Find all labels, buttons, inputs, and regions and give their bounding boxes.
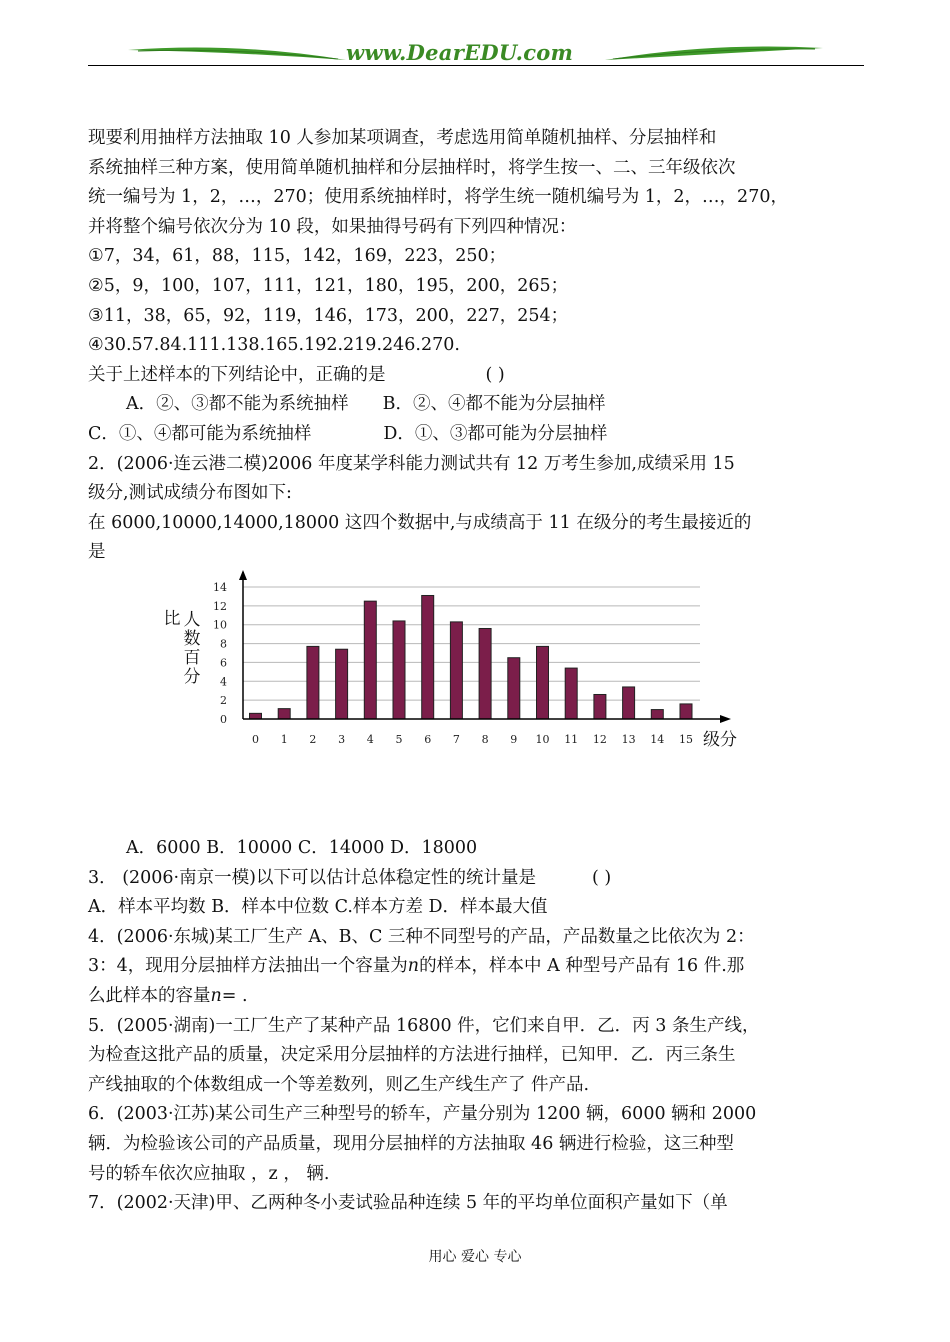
- x-tick-label: 4: [366, 733, 374, 746]
- q4-text: 么此样本的容量: [88, 985, 211, 1006]
- q6-line: 号的轿车依次应抽取 ，z ， 辆.: [88, 1163, 330, 1184]
- x-tick-label: 8: [481, 733, 489, 746]
- bar: [307, 646, 319, 719]
- q1-stem: 关于上述样本的下列结论中，正确的是: [88, 364, 386, 385]
- q3-answer-paren: ( ): [591, 867, 612, 888]
- leaf-right-icon: [603, 42, 823, 64]
- x-tick-label: 2: [309, 733, 317, 746]
- question-1-block: [88, 124, 868, 568]
- q3-stem: 3． (2006·南京一模)以下可以估计总体稳定性的统计量是: [88, 867, 536, 888]
- y-tick-label: 10: [213, 618, 227, 632]
- text-line: 并将整个编号依次分为 10 段，如果抽得号码有下列四种情况：: [88, 216, 577, 237]
- case-line: ①7，34，61，88，115，142，169，223，250；: [88, 246, 507, 267]
- y-tick-label: 14: [213, 581, 227, 594]
- bar: [450, 622, 462, 719]
- leaf-left-icon: [128, 42, 348, 64]
- n-variable: n: [407, 956, 420, 977]
- x-tick-label: 13: [621, 733, 636, 746]
- q2-line: 2．(2006·连云港二模)2006 年度某学科能力测试共有 12 万考生参加,成绩采用 15: [88, 453, 735, 474]
- q6-line: 6．(2003·江苏)某公司生产三种型号的轿车，产量分别为 1200 辆，6000 辆和 2000: [88, 1104, 757, 1125]
- bar: [565, 668, 577, 719]
- q4-text: 的样本，样本中 A 种型号产品有 16 件.那: [419, 956, 745, 977]
- x-tick-label: 14: [650, 733, 665, 746]
- case-line: ②5，9，100，107，111，121，180，195，200，265；: [88, 275, 569, 296]
- q2-line: 是: [88, 542, 106, 563]
- bar: [278, 709, 290, 719]
- y-tick-label: 2: [220, 694, 227, 708]
- y-tick-label: 0: [220, 713, 227, 726]
- x-tick-label: 0: [252, 733, 259, 746]
- y-axis-label-char: 人: [183, 610, 201, 630]
- x-axis-arrow-icon: [720, 715, 731, 723]
- y-axis-label-char: 比: [163, 609, 181, 629]
- q5-line: 5．(2005·湖南)一工厂生产了某种产品 16800 件，它们来自甲．乙．丙 3 条生产线，: [88, 1015, 760, 1036]
- bar: [623, 687, 635, 719]
- bar: [393, 621, 405, 719]
- q6-line: 辆．为检验该公司的产品质量，现用分层抽样的方法抽取 46 辆进行检验，这三种型: [88, 1133, 734, 1154]
- case-line: ③11，38，65，92，119，146，173，200，227，254；: [88, 305, 569, 326]
- x-tick-label: 1: [280, 733, 288, 746]
- text-line: 现要利用抽样方法抽取 10 人参加某项调查，考虑选用简单随机抽样、分层抽样和: [88, 128, 717, 148]
- q1-answer-paren: ( ): [485, 364, 505, 385]
- x-tick-label: 5: [395, 733, 403, 746]
- q1-stem-line: [88, 361, 868, 391]
- y-tick-label: 6: [220, 656, 227, 670]
- y-tick-label: 4: [220, 675, 227, 689]
- x-axis-label: 级分: [703, 730, 737, 750]
- q1-option-a: A．②、③都不能为系统抽样: [126, 394, 349, 415]
- bar: [537, 646, 549, 719]
- case-line: ④30.57.84.111.138.165.192.219.246.270.: [88, 335, 460, 356]
- x-tick-label: 3: [338, 733, 346, 746]
- q1-option-d: D．①、③都可能为分层抽样: [383, 423, 608, 444]
- bar: [651, 710, 663, 719]
- q3-line: [88, 864, 868, 894]
- q2-options: A．6000 B．10000 C．14000 D．18000: [126, 838, 478, 858]
- q4-line: 4．(2006·东城)某工厂生产 A、B、C 三种不同型号的产品，产品数量之比依次为 2：: [88, 926, 755, 947]
- y-axis-label-char: 分: [183, 667, 201, 687]
- score-distribution-chart: [150, 568, 760, 758]
- x-tick-label: 9: [510, 733, 518, 746]
- y-axis-label-char: 数: [183, 629, 201, 649]
- site-logo: www.DearEDU.com: [346, 40, 574, 65]
- x-tick-label: 12: [592, 733, 607, 746]
- bar: [250, 713, 262, 719]
- bar: [508, 658, 520, 719]
- q3-options: A．样本平均数 B．样本中位数 C.样本方差 D．样本最大值: [88, 897, 548, 918]
- bar: [594, 694, 606, 719]
- q5-line: 产线抽取的个体数组成一个等差数列，则乙生产线生产了 件产品.: [88, 1074, 590, 1095]
- header-rule: [88, 65, 864, 66]
- q5-line: 为检查这批产品的质量，决定采用分层抽样的方法进行抽样，已知甲．乙．丙三条生: [88, 1045, 736, 1066]
- bar: [479, 628, 491, 719]
- page-footer: 用心 爱心 专心: [428, 1249, 522, 1265]
- bar: [364, 601, 376, 719]
- q7-line: 7．(2002·天津)甲、乙两种冬小麦试验品种连续 5 年的平均单位面积产量如下（单: [88, 1193, 728, 1214]
- q1-option-b: B．②、④都不能为分层抽样: [382, 394, 606, 415]
- x-tick-label: 11: [564, 733, 579, 746]
- x-tick-label: 7: [452, 733, 460, 746]
- text-line: 统一编号为 1，2，…，270；使用系统抽样时，将学生统一随机编号为 1，2，…，270，: [88, 187, 788, 208]
- bar: [336, 649, 348, 719]
- n-variable: n: [210, 985, 222, 1006]
- q1-option-c: C．①、④都可能为系统抽样: [88, 423, 312, 444]
- q2-line: 在 6000,10000,14000,18000 这四个数据中,与成绩高于 11 在级分的考生最接近的: [88, 512, 752, 533]
- q4-text: 3：4，现用分层抽样方法抽出一个容量为: [88, 956, 408, 977]
- q4-line: [88, 952, 868, 982]
- x-tick-label: 10: [535, 733, 550, 746]
- y-axis-arrow-icon: [239, 570, 247, 580]
- y-tick-label: 8: [220, 637, 227, 651]
- q4-answer-blank: = .: [221, 985, 248, 1006]
- y-axis-label-char: 百: [183, 648, 201, 668]
- q1-options-row-2: [88, 420, 868, 450]
- q4-line: [88, 982, 868, 1012]
- questions-lower-block: [88, 834, 868, 1219]
- page-header: [88, 36, 864, 70]
- q2-line: 级分,测试成绩分布图如下:: [88, 483, 292, 504]
- x-tick-label: 15: [679, 733, 693, 746]
- bar: [680, 704, 692, 719]
- text-line: 系统抽样三种方案，使用简单随机抽样和分层抽样时，将学生按一、二、三年级依次: [88, 157, 736, 178]
- x-tick-label: 6: [424, 733, 432, 746]
- y-tick-label: 12: [213, 599, 227, 613]
- bar: [422, 595, 434, 719]
- q1-options-row-1: [88, 390, 868, 420]
